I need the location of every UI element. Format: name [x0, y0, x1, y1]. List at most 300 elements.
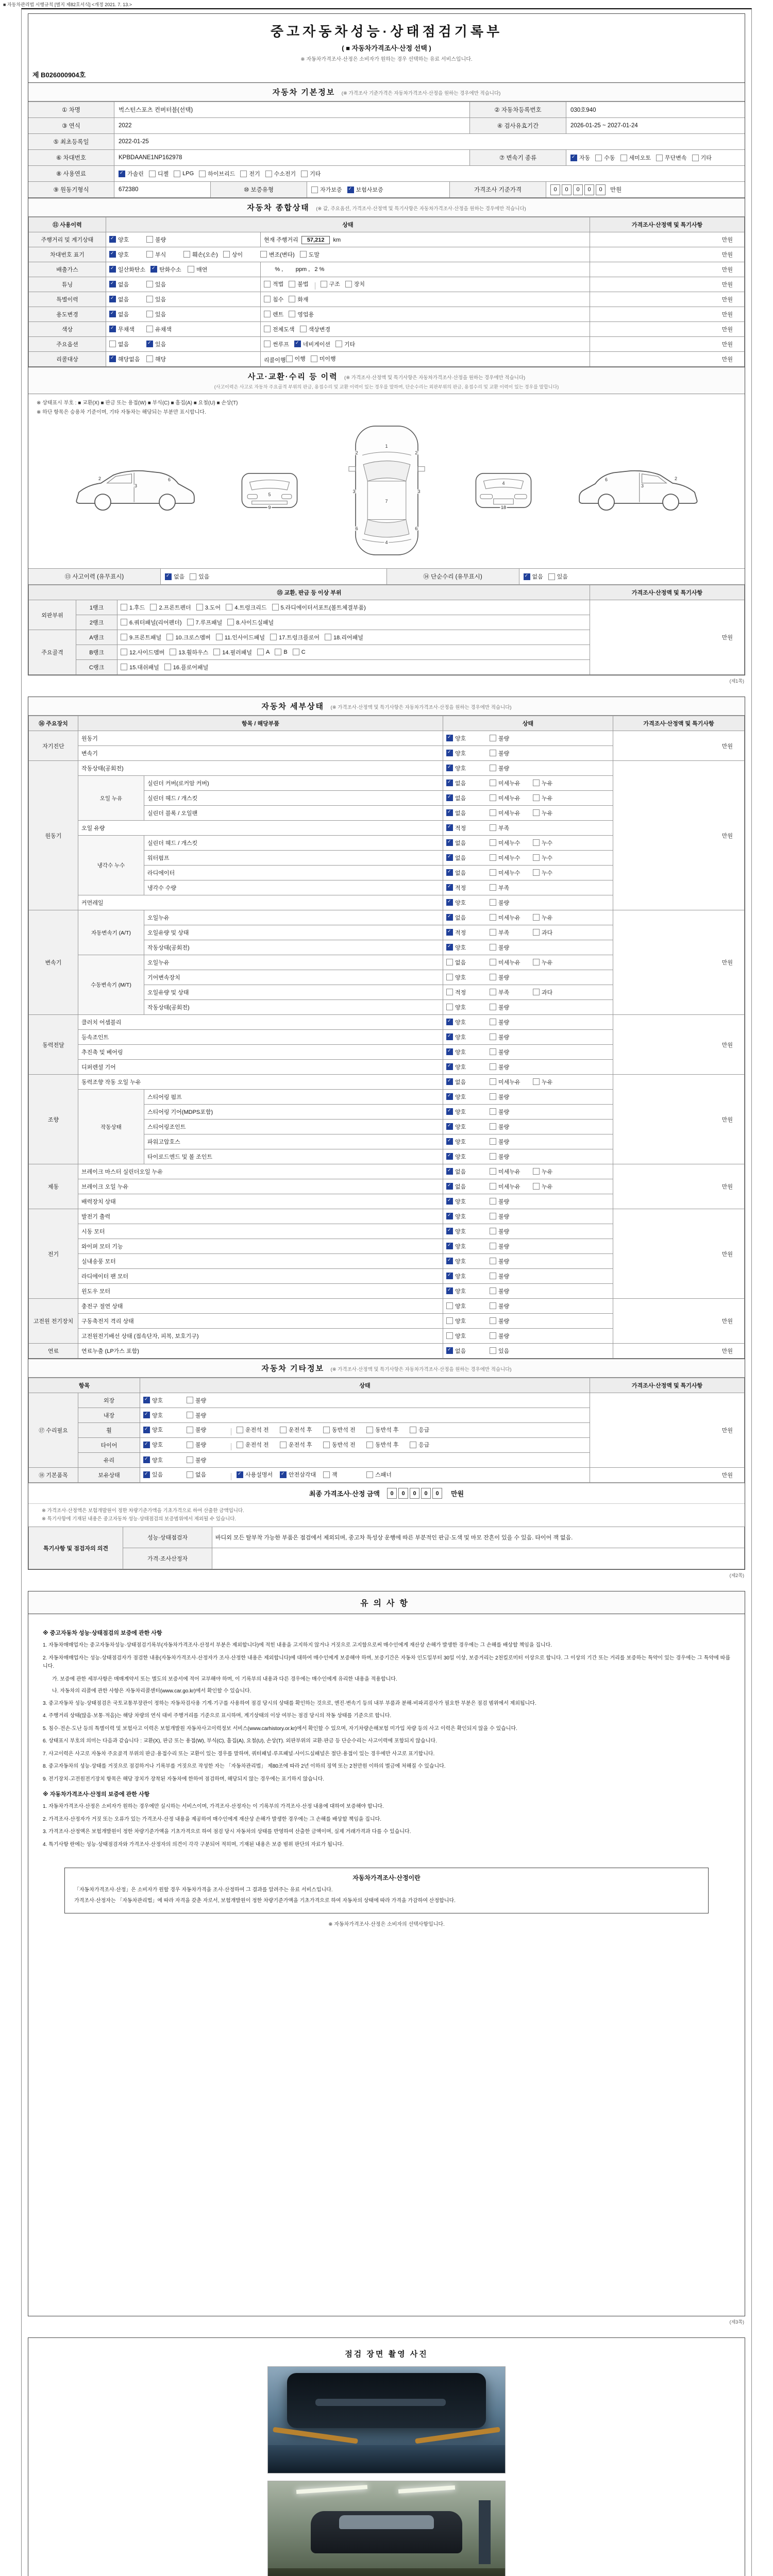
- checkbox-unchecked: [237, 1426, 275, 1434]
- checkbox-icon: [109, 296, 116, 302]
- device-label: 제동: [29, 1164, 78, 1209]
- checkbox-icon: [490, 989, 496, 995]
- checkbox-icon: [533, 1183, 540, 1190]
- accident-rank-label: B랭크: [76, 645, 117, 660]
- checkbox-checked: [109, 355, 141, 363]
- checkbox-icon: [143, 1427, 150, 1433]
- item-label: 실내송풍 모터: [78, 1254, 443, 1269]
- detail-row: [29, 1075, 745, 1090]
- checkbox-unchecked: [146, 250, 178, 259]
- checkbox-icon: [446, 824, 453, 831]
- checkbox-unchecked: [289, 310, 314, 318]
- notes-title: 유의사항: [28, 1591, 745, 1614]
- checkbox-icon: [264, 341, 271, 347]
- checkbox-label: 없음: [455, 780, 466, 787]
- checkbox-icon: [490, 1302, 496, 1309]
- item-label: 작동상태(공회전): [78, 761, 443, 776]
- checkbox-unchecked: [257, 649, 270, 655]
- checkbox-icon: [187, 1471, 193, 1478]
- accident-rank-items: [117, 630, 590, 645]
- checkbox-checked: [446, 1108, 484, 1116]
- device-label: 연료: [29, 1344, 78, 1359]
- item-label: 발전기 출력: [78, 1209, 443, 1224]
- checkbox-label: 2.프론트펜더: [159, 604, 191, 611]
- checkbox-icon: [150, 266, 157, 273]
- checkbox-label: 운전석 후: [289, 1442, 312, 1449]
- summary-header-use: ⑪ 사용이력: [29, 217, 106, 232]
- checkbox-checked: [446, 824, 484, 832]
- checkbox-unchecked: [227, 618, 274, 626]
- checkbox-label: 없음: [455, 1183, 466, 1190]
- checkbox-unchecked: [490, 1123, 528, 1131]
- checkbox-icon: [286, 355, 293, 362]
- checkbox-unchecked: [323, 1470, 361, 1479]
- checkbox-unchecked: [311, 185, 342, 194]
- item-state-cell: [443, 1015, 613, 1030]
- checkbox-label: 불량: [498, 765, 510, 772]
- summary-detail-cell: [261, 322, 590, 337]
- item-label: 고전원전기배선 상태 (접속단자, 피복, 보호기구): [78, 1329, 443, 1344]
- price-digit-box: 0: [421, 1488, 431, 1499]
- checkbox-icon: [490, 1168, 496, 1175]
- item-state-cell: [443, 1060, 613, 1075]
- checkbox-label: 5.라디에이터서포트(볼트체결부품): [280, 604, 366, 611]
- checkbox-label: 부족: [498, 885, 510, 891]
- accident-rank-items: [117, 615, 590, 630]
- checkbox-label: 과다: [542, 929, 553, 936]
- checkbox-icon: [164, 664, 171, 670]
- basic-row-2: [28, 118, 745, 134]
- item-state-cell: [443, 806, 613, 821]
- checkbox-checked: [446, 869, 484, 877]
- checkbox-unchecked: [490, 1078, 528, 1086]
- checkbox-label: 침수: [273, 296, 284, 303]
- price-assessment-box: [64, 1868, 709, 1913]
- checkbox-icon: [533, 869, 540, 876]
- checkbox-label: 네비게이션: [303, 341, 331, 348]
- car-diagram-side-left: [69, 463, 198, 521]
- checkbox-label: 양호: [455, 1034, 466, 1041]
- checkbox-icon: [289, 296, 295, 302]
- checkbox-unchecked: [490, 869, 528, 877]
- checkbox-label: 누유: [542, 1183, 553, 1190]
- summary-row: [29, 277, 745, 292]
- checkbox-icon: [446, 1198, 453, 1205]
- checkbox-label: 부족: [498, 825, 510, 832]
- checkbox-unchecked: [410, 1426, 448, 1434]
- summary-header-row: [29, 217, 745, 232]
- checkbox-label: 양호: [455, 1124, 466, 1130]
- checkbox-label: 기타: [700, 155, 712, 161]
- notes-block: [28, 1591, 745, 2316]
- other-item-label: 휠: [78, 1423, 140, 1438]
- detail-pre-text: 현재 주행거리: [264, 236, 298, 243]
- other-price-cell: 만원: [590, 1468, 745, 1483]
- checkbox-label: 12.사이드멤버: [129, 649, 165, 656]
- checkbox-icon: [300, 251, 307, 258]
- summary-state-cell: [106, 277, 261, 292]
- checkbox-label: 안전삼각대: [289, 1472, 316, 1479]
- diagram-number: 3: [352, 489, 356, 494]
- checkbox-unchecked: [490, 973, 528, 981]
- checkbox-icon: [109, 326, 116, 332]
- checkbox-unchecked: [548, 572, 568, 581]
- checkbox-icon: [187, 1427, 193, 1433]
- item-group-label: 오일 누유: [78, 776, 144, 821]
- checkbox-label: 동반석 전: [332, 1442, 356, 1449]
- checkbox-unchecked: [446, 1317, 484, 1325]
- other-info-table: [28, 1378, 745, 1483]
- checkbox-unchecked: [187, 618, 223, 626]
- car-side-right-drawing: [576, 463, 704, 518]
- checkbox-unchecked: [490, 1167, 528, 1176]
- checkbox-label: 양호: [455, 1273, 466, 1280]
- section-note2-accident: (사고이력은 사고로 자동차 주요골격 부위의 판금, 용접수리 및 교환 이력이 있는 경우를 말하며, 단순수리는 외판부위의 판금, 용접수리 및 교환 이력이 있는 경우를 말합니다): [214, 384, 559, 389]
- checkbox-icon: [311, 187, 318, 193]
- item-state-cell: [443, 1329, 613, 1344]
- summary-row: [29, 307, 745, 322]
- other-price-cell: 만원: [590, 1393, 745, 1468]
- section-header-detail: [28, 697, 745, 716]
- opinion-row: [29, 1527, 745, 1548]
- item-state-cell: [443, 791, 613, 806]
- checkbox-icon: [323, 1471, 330, 1478]
- checkbox-icon: [150, 604, 157, 611]
- checkbox-icon: [446, 839, 453, 846]
- item-state-cell: [443, 1194, 613, 1209]
- checkbox-label: 미세누유: [498, 1183, 520, 1190]
- checkbox-icon: [366, 1442, 373, 1448]
- checkbox-icon: [321, 281, 327, 287]
- photo-lift-windshield-shape: [339, 2515, 434, 2529]
- summary-item-label: 특별이력: [29, 292, 106, 307]
- accident-rank-label: 1랭크: [76, 600, 117, 615]
- opinion-header: 특기사항 및 점검자의 의견: [29, 1527, 123, 1569]
- fuel-label: ⑧ 사용연료: [28, 166, 114, 181]
- checkbox-unchecked: [223, 250, 255, 259]
- item-label: 오일유량 및 상태: [144, 985, 443, 1000]
- checkbox-icon: [446, 1153, 453, 1160]
- checkbox-icon: [548, 573, 555, 580]
- fuel-options: [114, 166, 745, 181]
- checkbox-label: 양호: [455, 1109, 466, 1115]
- item-label: 스티어링조인트: [144, 1120, 443, 1134]
- other-header-price: 가격조사·산정액 및 특기사항: [590, 1378, 745, 1393]
- checkbox-label: 보험사보증: [356, 187, 383, 193]
- accident-rank-items: [117, 660, 590, 675]
- checkbox-label: 있음: [198, 574, 210, 580]
- accident-parts-price-header: 가격조사·산정액 및 특기사항: [590, 585, 745, 600]
- checkbox-icon: [490, 1273, 496, 1279]
- checkbox-label: 없음: [455, 1168, 466, 1175]
- checkbox-label: 누수: [542, 870, 553, 876]
- checkbox-unchecked: [490, 779, 528, 787]
- checkbox-icon: [121, 634, 127, 640]
- notes-box-line: 「자동차가격조사·산정」은 소비자가 원할 경우 자동차가격을 조사·산정하여 그 결과를 알려주는 유료 서비스입니다.: [74, 1887, 333, 1893]
- item-state-cell: [443, 1045, 613, 1060]
- checkbox-label: 훼손(오손): [192, 251, 218, 258]
- checkbox-icon: [199, 171, 206, 177]
- transmission-label: ⑦ 변속기 종류: [469, 150, 566, 165]
- detail-price-cell: 만원: [613, 1299, 745, 1344]
- detail-price-cell: 만원: [613, 1015, 745, 1075]
- checkbox-icon: [446, 974, 453, 980]
- checkbox-icon: [446, 989, 453, 995]
- item-state-cell: [443, 1164, 613, 1179]
- section-header-other: [28, 1359, 745, 1378]
- basic-row-4: [28, 150, 745, 166]
- checkbox-checked: [446, 1227, 484, 1235]
- checkbox-icon: [289, 311, 295, 317]
- checkbox-unchecked: [280, 1440, 318, 1449]
- item-state-cell: [443, 1030, 613, 1045]
- checkbox-icon: [446, 1273, 453, 1279]
- checkbox-icon: [280, 1442, 287, 1448]
- checkbox-label: 자동: [579, 155, 591, 161]
- checkbox-unchecked: [490, 854, 528, 862]
- checkbox-label: 불량: [498, 1049, 510, 1056]
- checkbox-unchecked: [490, 943, 528, 952]
- checkbox-label: 불량: [498, 1198, 510, 1205]
- checkbox-icon: [366, 1471, 373, 1478]
- device-label: 변속기: [29, 910, 78, 1015]
- detail-header-device: ⑯ 주요장치: [29, 716, 78, 731]
- item-label: 변속기: [78, 746, 443, 761]
- checkbox-label: 잭: [332, 1472, 338, 1479]
- checkbox-icon: [490, 899, 496, 906]
- checkbox-unchecked: [323, 1440, 361, 1449]
- checkbox-label: 양호: [455, 1243, 466, 1250]
- checkbox-icon: [146, 296, 153, 302]
- checkbox-label: 불법: [297, 281, 309, 288]
- checkbox-icon: [146, 311, 153, 317]
- checkbox-unchecked: [170, 648, 208, 656]
- checkbox-icon: [446, 735, 453, 741]
- checkbox-icon: [300, 326, 307, 332]
- checkbox-icon: [109, 311, 116, 317]
- item-group-label: 작동상태: [78, 1090, 144, 1164]
- checkbox-checked: [109, 280, 141, 289]
- checkbox-label: 양호: [455, 1213, 466, 1220]
- notes-paragraph: 5. 침수·전손·도난 등의 특별이력 및 보험사고 이력은 보험개발원 자동차사고이력정보 서비스(www.carhistory.or.kr)에서 확인할 수 있으며, 자기차량손해보험 미가입 차량 등의 사고 이력은 확인되지 않을 수 있습니다.: [43, 1725, 517, 1732]
- checkbox-label: 이행: [294, 356, 306, 363]
- checkbox-icon: [311, 355, 317, 362]
- checkbox-icon: [490, 1183, 496, 1190]
- checkbox-icon: [143, 1397, 150, 1403]
- car-diagram-rear: [465, 465, 542, 518]
- accident-category-label: 주요골격: [29, 630, 76, 675]
- checkbox-unchecked: [289, 280, 308, 288]
- checkbox-unchecked: [446, 1003, 484, 1011]
- checkbox-label: 매연: [196, 266, 208, 273]
- checkbox-icon: [490, 869, 496, 876]
- checkbox-checked: [446, 1347, 484, 1355]
- detail-table: [28, 716, 745, 1359]
- item-label: 실린더 헤드 / 개스킷: [144, 836, 443, 851]
- summary-item-label: 색상: [29, 322, 106, 337]
- checkbox-checked: [143, 1426, 181, 1434]
- checkbox-icon: [143, 1442, 150, 1448]
- checkbox-unchecked: [533, 854, 571, 862]
- detail-price-cell: 만원: [613, 1164, 745, 1209]
- checkbox-label: 누수: [542, 840, 553, 846]
- checkbox-unchecked: [490, 928, 528, 937]
- accident-history-options: [160, 569, 386, 584]
- checkbox-unchecked: [490, 1033, 528, 1041]
- checkbox-unchecked: [149, 170, 169, 178]
- checkbox-unchecked: [692, 154, 712, 162]
- checkbox-icon: [490, 1228, 496, 1234]
- checkbox-unchecked: [240, 170, 260, 178]
- checkbox-icon: [490, 1153, 496, 1160]
- checkbox-icon: [533, 989, 540, 995]
- other-state-cell: [140, 1438, 590, 1453]
- diagram-number: 2: [674, 476, 678, 482]
- item-label: 커먼레일: [78, 895, 443, 910]
- checkbox-label: 없음: [174, 574, 185, 580]
- checkbox-icon: [289, 281, 295, 287]
- summary-price-cell: 만원: [590, 277, 745, 292]
- checkbox-label: 화재: [297, 296, 309, 303]
- item-state-cell: [443, 836, 613, 851]
- checkbox-checked: [570, 154, 590, 162]
- form-reference: [0, 0, 773, 8]
- document-page: [21, 8, 752, 2576]
- checkbox-label: 13.휠하우스: [178, 649, 209, 656]
- checkbox-label: 있음: [152, 1472, 163, 1479]
- checkbox-icon: [293, 649, 299, 655]
- detail-text: % , ppm , 2 %: [264, 266, 325, 273]
- accident-history: [28, 568, 745, 585]
- summary-item-label: 리콜대상: [29, 352, 106, 367]
- basic-row-6: [28, 182, 745, 198]
- checkbox-icon: [446, 914, 453, 921]
- checkbox-label: 불량: [195, 1427, 207, 1434]
- checkbox-icon: [335, 341, 342, 347]
- checkbox-label: 누유: [542, 1168, 553, 1175]
- checkbox-checked: [446, 1153, 484, 1161]
- checkbox-label: 불량: [498, 974, 510, 981]
- checkbox-icon: [446, 779, 453, 786]
- checkbox-icon: [280, 1427, 287, 1433]
- checkbox-label: 불량: [498, 1004, 510, 1011]
- item-label: 실린더 헤드 / 개스킷: [144, 791, 443, 806]
- checkbox-icon: [301, 171, 308, 177]
- checkbox-label: 6.쿼터패널(리어펜더): [129, 619, 182, 626]
- summary-price-cell: 만원: [590, 232, 745, 247]
- notes-footer: ※ 자동차가격조사·산정은 소비자의 선택사항입니다.: [328, 1922, 445, 1928]
- opinion-author: 성능·상태점검자: [123, 1527, 212, 1548]
- checkbox-label: 미세누수: [498, 840, 520, 846]
- checkbox-label: 불량: [155, 236, 166, 243]
- checkbox-icon: [490, 1108, 496, 1115]
- section-title-accident: 사고·교환·수리 등 이력: [247, 372, 338, 381]
- checkbox-label: 썬루프: [273, 341, 289, 348]
- checkbox-unchecked: [300, 250, 332, 259]
- checkbox-unchecked: [490, 1302, 528, 1310]
- checkbox-icon: [270, 634, 277, 640]
- checkbox-label: 해당: [155, 356, 166, 363]
- item-state-cell: [443, 731, 613, 746]
- checkbox-icon: [143, 1456, 150, 1463]
- checkbox-icon: [446, 1078, 453, 1085]
- checkbox-label: 9.프론트패널: [129, 634, 162, 641]
- inspection-period-value: 2026-01-25 ~ 2027-01-24: [566, 118, 745, 133]
- checkbox-icon: [190, 573, 196, 580]
- checkbox-icon: [187, 1397, 193, 1403]
- diagram-number: 9: [268, 504, 271, 510]
- checkbox-label: 양호: [455, 1198, 466, 1205]
- detail-post-text: km: [333, 236, 341, 243]
- page-marker-3: (제3쪽): [729, 2319, 744, 2325]
- basic-info-table: [28, 101, 745, 198]
- checkbox-unchecked: [490, 1332, 528, 1340]
- checkbox-label: 불량: [498, 1094, 510, 1100]
- checkbox-label: 렌트: [273, 311, 284, 318]
- checkbox-label: 불량: [498, 1109, 510, 1115]
- checkbox-label: 불량: [498, 1288, 510, 1295]
- checkbox-icon: [174, 171, 180, 177]
- summary-header-state: 상태: [106, 217, 590, 232]
- opinion-row: [29, 1548, 745, 1569]
- checkbox-icon: [146, 341, 153, 347]
- item-state-cell: [443, 821, 613, 836]
- checkbox-label: 있음: [498, 1348, 510, 1354]
- checkbox-unchecked: [490, 1153, 528, 1161]
- item-state-cell: [443, 1000, 613, 1015]
- basic-row-5: [28, 166, 745, 182]
- summary-item-label: 튜닝: [29, 277, 106, 292]
- checkbox-icon: [490, 824, 496, 831]
- checkbox-unchecked: [264, 280, 283, 288]
- other-item-label: 외장: [78, 1393, 140, 1408]
- notes-paragraph: 8. 중고자동차의 성능·상태를 거짓으로 점검하거나 기록부를 거짓으로 작성한 자는 「자동차관리법」 제80조에 따라 2년 이하의 징역 또는 2천만원 이하의 벌금에 처해질 수 있습니다.: [43, 1764, 446, 1770]
- checkbox-unchecked: [490, 1138, 528, 1146]
- price-digit-box: 0: [573, 184, 583, 195]
- summary-detail-cell: [261, 262, 590, 277]
- checkbox-unchecked: [490, 1317, 528, 1325]
- checkbox-icon: [183, 251, 190, 258]
- detail-row: [29, 1209, 745, 1224]
- checkbox-label: 불량: [195, 1442, 207, 1449]
- checkbox-checked: [143, 1396, 181, 1404]
- item-label: 구동축전지 격리 상태: [78, 1314, 443, 1329]
- checkbox-icon: [446, 869, 453, 876]
- checkbox-checked: [446, 1078, 484, 1086]
- checkbox-label: 무채색: [118, 326, 135, 333]
- checkbox-icon: [237, 1427, 243, 1433]
- checkbox-label: 양호: [455, 900, 466, 906]
- base-price-label: 가격조사 기준가격: [449, 182, 546, 197]
- section-note-accident: (※ 가격조사·산정액 및 특기사항은 자동차가격조사·산정을 원하는 경우에만 적습니다): [344, 375, 526, 381]
- inspection-photo-lift: [267, 2481, 506, 2576]
- checkbox-icon: [146, 326, 153, 332]
- checkbox-label: 사용설명서: [245, 1472, 273, 1479]
- checkbox-unchecked: [446, 958, 484, 967]
- checkbox-label: 미세누유: [498, 914, 520, 921]
- checkbox-checked: [446, 1212, 484, 1221]
- checkbox-icon: [490, 929, 496, 936]
- checkbox-label: 양호: [455, 1004, 466, 1011]
- checkbox-label: 해당없음: [118, 356, 140, 363]
- checkbox-label: 양호: [152, 1457, 163, 1464]
- checkbox-label: 전체도색: [273, 326, 295, 333]
- other-group-label: ⑰ 수리필요: [29, 1393, 78, 1468]
- checkbox-label: 부식: [155, 251, 166, 258]
- checkbox-label: 일산화탄소: [118, 266, 146, 273]
- detail-price-cell: 만원: [613, 731, 745, 761]
- item-label: 클러치 어셈블리: [78, 1015, 443, 1030]
